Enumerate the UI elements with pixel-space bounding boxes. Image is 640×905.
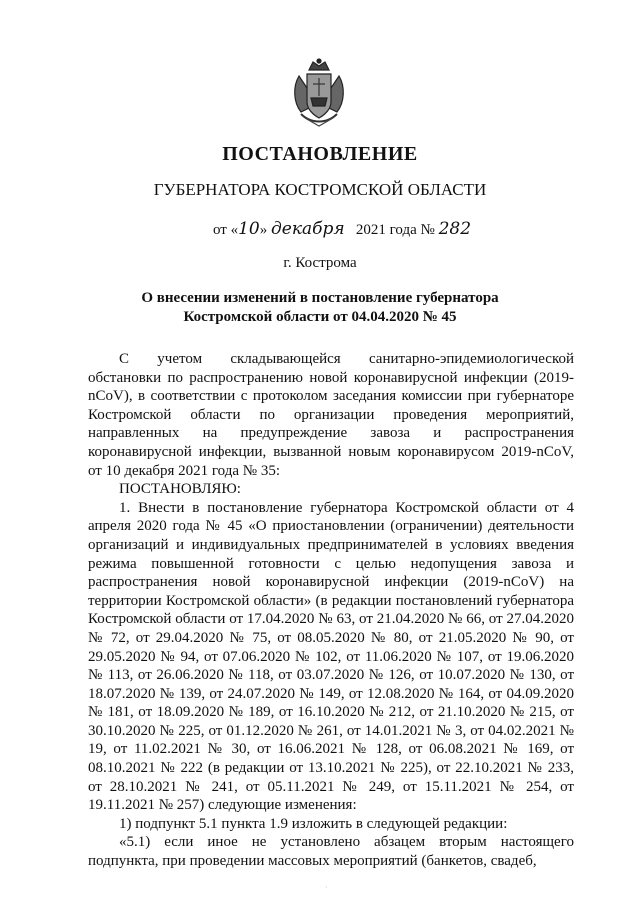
coat-of-arms-icon — [287, 58, 351, 128]
date-year: 2021 года № — [355, 222, 435, 238]
city: г. Кострома — [283, 255, 357, 271]
document-number: 282 — [438, 219, 472, 239]
decree-word: ПОСТАНОВЛЯЮ: — [119, 481, 241, 498]
document-title: ПОСТАНОВЛЕНИЕ — [222, 143, 418, 165]
clause-1-paragraph: 1. Внести в постановление губернатора Костромской области от 4 апреля 2020 года № 45 «О приостановлении (ограничении) деятельности организаций и индивидуальных предпринимателей в условиях введения режима повышенной готовности с целью недопущения завоза и распространения новой коронавирусной инфекции (2019-nCoV) на территории Костромской области» (в редакции постановлений губернатора Костромской области от 17.04.2020 № 63, от 21.04.2020 № 66, от 27.04.2020 № 72, от 29.04.2020 № 75, от 08.05.2020 № 80, от 21.05.2020 № 90, от 29.05.2020 № 94, от 07.06.2020 № 102, от 11.06.2020 № 107, от 19.06.2020 № 113, от 26.06.2020 № 118, от 03.07.2020 № 126, от 10.07.2020 № 130, от 18.07.2020 № 139, от 24.07.2020 № 149, от 12.08.2020 № 164, от 04.09.2020 № 181, от 18.09.2020 № 189, от 16.10.2020 № 212, от 21.10.2020 № 215, от 30.10.2020 № 225, от 01.12.2020 № 261, от 14.01.2021 № 3, от 04.02.2021 № 19, от 11.02.2021 № 30, от 16.06.2021 № 128, от 06.08.2021 № 169, от 08.10.2021 № 222 (в редакции от 13.10.2021 № 225), от 22.10.2021 № 233, от 28.10.2021 № 241, от 05.11.2021 № 249, от 15.11.2021 № 254, от 19.11.2021 № 257) следующие изменения: — [88, 499, 574, 814]
date-month: декабря — [271, 219, 345, 239]
date-line — [213, 219, 471, 239]
document-body — [88, 350, 574, 871]
document-subject: О внесении изменений в постановление губернатора Костромской области от 04.04.2020 № 45 — [141, 290, 499, 325]
issuer-subtitle: ГУБЕРНАТОРА КОСТРОМСКОЙ ОБЛАСТИ — [153, 180, 487, 199]
scan-mark: · — [325, 883, 328, 892]
preamble-paragraph: С учетом складывающейся санитарно-эпидемиологической обстановки по распространению новой коронавирусной инфекции (2019-nCoV), в соответствии с протоколом заседания комиссии при губернаторе Костромской области по организации проведения мероприятий, направленных на предупреждение завоза и распространения коронавирусной инфекции, вызванной новым коронавирусом 2019-nCoV, от 10 декабря 2021 года № 35: — [88, 351, 574, 479]
date-day: 10 — [238, 219, 260, 239]
date-prefix: от « — [213, 222, 239, 238]
date-mid: » — [259, 222, 268, 238]
quoted-paragraph: «5.1) если иное не установлено абзацем вторым настоящего подпункта, при проведении массовых мероприятий (банкетов, свадеб, — [88, 834, 574, 870]
subclause-paragraph: 1) подпункт 5.1 пункта 1.9 изложить в следующей редакции: — [119, 815, 508, 832]
